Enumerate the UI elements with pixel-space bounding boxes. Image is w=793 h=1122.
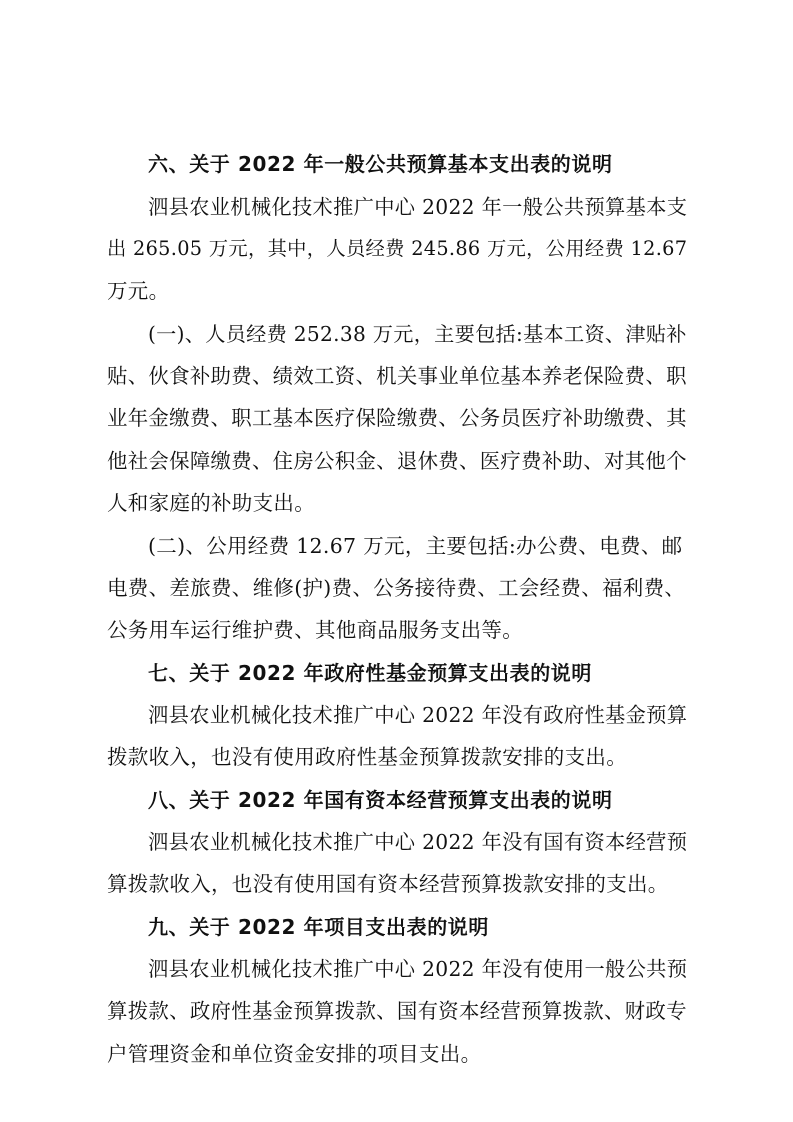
paragraph-line: 电费、差旅费、维修(护)费、公务接待费、工会经费、福利费、	[107, 576, 686, 600]
paragraph-line: 贴、伙食补助费、绩效工资、机关事业单位基本养老保险费、职	[107, 364, 687, 388]
paragraph-line: 人和家庭的补助支出。	[107, 491, 315, 515]
paragraph-line: 算拨款、政府性基金预算拨款、国有资本经营预算拨款、财政专	[107, 999, 687, 1023]
paragraph-line: 泗县农业机械化技术推广中心 2022 年没有使用一般公共预	[148, 957, 688, 981]
paragraph-line: 泗县农业机械化技术推广中心 2022 年没有政府性基金预算	[148, 703, 688, 727]
paragraph-line: 业年金缴费、职工基本医疗保险缴费、公务员医疗补助缴费、其	[107, 406, 687, 430]
paragraph-line: (一)、人员经费 252.38 万元，主要包括:基本工资、津贴补	[148, 322, 687, 346]
section-heading-6: 六、关于 2022 年一般公共预算基本支出表的说明	[148, 152, 613, 176]
section-heading-9: 九、关于 2022 年项目支出表的说明	[148, 915, 489, 939]
paragraph-line: 泗县农业机械化技术推广中心 2022 年一般公共预算基本支	[148, 195, 688, 219]
paragraph-line: (二)、公用经费 12.67 万元，主要包括:办公费、电费、邮	[148, 534, 683, 558]
section-heading-7: 七、关于 2022 年政府性基金预算支出表的说明	[148, 661, 592, 685]
paragraph-line: 他社会保障缴费、住房公积金、退休费、医疗费补助、对其他个	[107, 449, 687, 473]
paragraph-line: 公务用车运行维护费、其他商品服务支出等。	[107, 618, 523, 642]
paragraph-line: 万元。	[107, 279, 170, 303]
paragraph-line: 算拨款收入，也没有使用国有资本经营预算拨款安排的支出。	[107, 872, 669, 896]
section-heading-8: 八、关于 2022 年国有资本经营预算支出表的说明	[148, 788, 613, 812]
paragraph-line: 出 265.05 万元，其中，人员经费 245.86 万元，公用经费 12.67	[107, 237, 688, 260]
paragraph-line: 户管理资金和单位资金安排的项目支出。	[107, 1042, 482, 1066]
paragraph-line: 拨款收入，也没有使用政府性基金预算拨款安排的支出。	[107, 745, 627, 769]
paragraph-line: 泗县农业机械化技术推广中心 2022 年没有国有资本经营预	[148, 830, 688, 854]
